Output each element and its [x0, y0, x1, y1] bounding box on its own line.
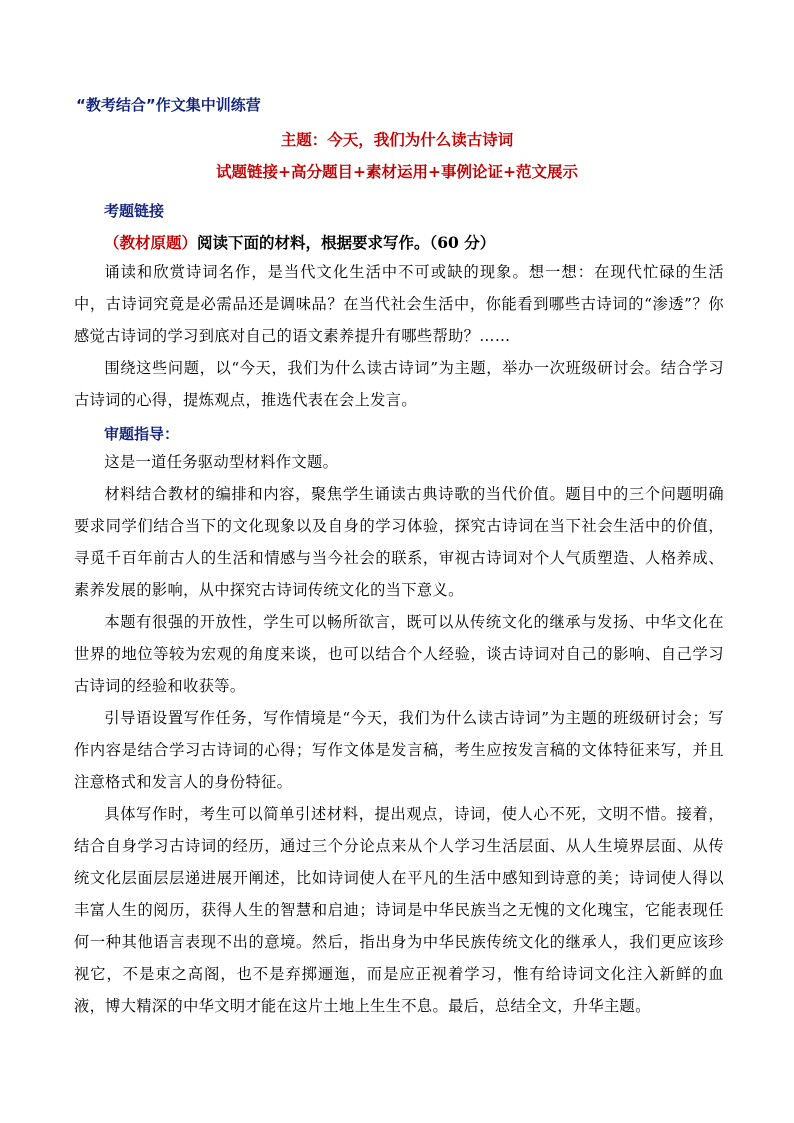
analysis-paragraph: 引导语设置写作任务，写作情境是“今天，我们为什么读古诗词”为主题的班级研讨会；写作内容是结合学习古诗词的心得；写作文体是发言稿，考生应按发言稿的文体特征来写，并且注意格式和发言人的身份特征。 — [74, 709, 724, 791]
analysis-paragraph: 本题有很强的开放性，学生可以畅所欲言，既可以从传统文化的继承与发扬、中华文化在世界的地位等较为宏观的角度来谈，也可以结合个人经验，谈古诗词对自己的影响、自己学习古诗词的经验和收获等。 — [74, 613, 724, 695]
analysis-text — [74, 446, 724, 1022]
analysis-paragraph: 材料结合教材的编排和内容，聚焦学生诵读古典诗歌的当代价值。题目中的三个问题明确要求同学们结合当下的文化现象以及自身的学习体验，探究古诗词在当下社会生活中的价值，寻觅千百年前古人的生活和情感与当今社会的联系，审视古诗词对个人气质塑造、人格养成、素养发展的影响，从中探究古诗词传统文化的当下意义。 — [74, 485, 724, 599]
document-header: “教考结合”作文集中训练营 — [76, 96, 261, 114]
section-heading-shenti: 审题指导： — [104, 425, 180, 443]
section-heading-kaoti: 考题链接 — [104, 202, 165, 220]
task-line — [104, 231, 495, 253]
analysis-paragraph: 具体写作时，考生可以简单引述材料，提出观点，诗词，使人心不死，文明不惜。接着，结合自身学习古诗词的经历，通过三个分论点来从个人学习生活层面、从人生境界层面、从传统文化层面层层递进展开阐述，比如诗词使人在平凡的生活中感知到诗意的美；诗词使人得以丰富人生的阅历，获得人生的智慧和启迪；诗词是中华民族当之无愧的文化瑰宝，它能表现任何一种其他语言表现不出的意境。然后，指出身为中华民族传统文化的继承人，我们更应该珍视它，不是束之高阁，也不是弃掷逦迤，而是应正视着学习，惟有给诗词文化注入新鲜的血液，博大精深的中华文明才能在这片土地上生生不息。最后，总结全文，升华主题。 — [74, 805, 724, 1015]
theme-title: 主题：今天，我们为什么读古诗词 — [280, 130, 514, 149]
material-paragraph: 围绕这些问题，以“今天，我们为什么读古诗词”为主题，举办一次班级研讨会。结合学习古诗词的心得，提炼观点，推选代表在会上发言。 — [74, 359, 724, 409]
subtitle: 试题链接+高分题目+素材运用+事例论证+范文展示 — [216, 162, 578, 181]
analysis-paragraph: 这是一道任务驱动型材料作文题。 — [104, 453, 339, 471]
task-tag: （教材原题） — [104, 233, 198, 252]
material-text — [74, 256, 724, 416]
material-paragraph: 诵读和欣赏诗词名作，是当代文化生活中不可或缺的现象。想一想：在现代忙碌的生活中，古诗词究竟是必需品还是调味品？在当代社会生活中，你能看到哪些古诗词的“渗透”？你感觉古诗词的学习到底对自己的语文素养提升有哪些帮助？…… — [74, 263, 724, 345]
task-instruction: 阅读下面的材料，根据要求写作。（60 分） — [197, 233, 496, 252]
